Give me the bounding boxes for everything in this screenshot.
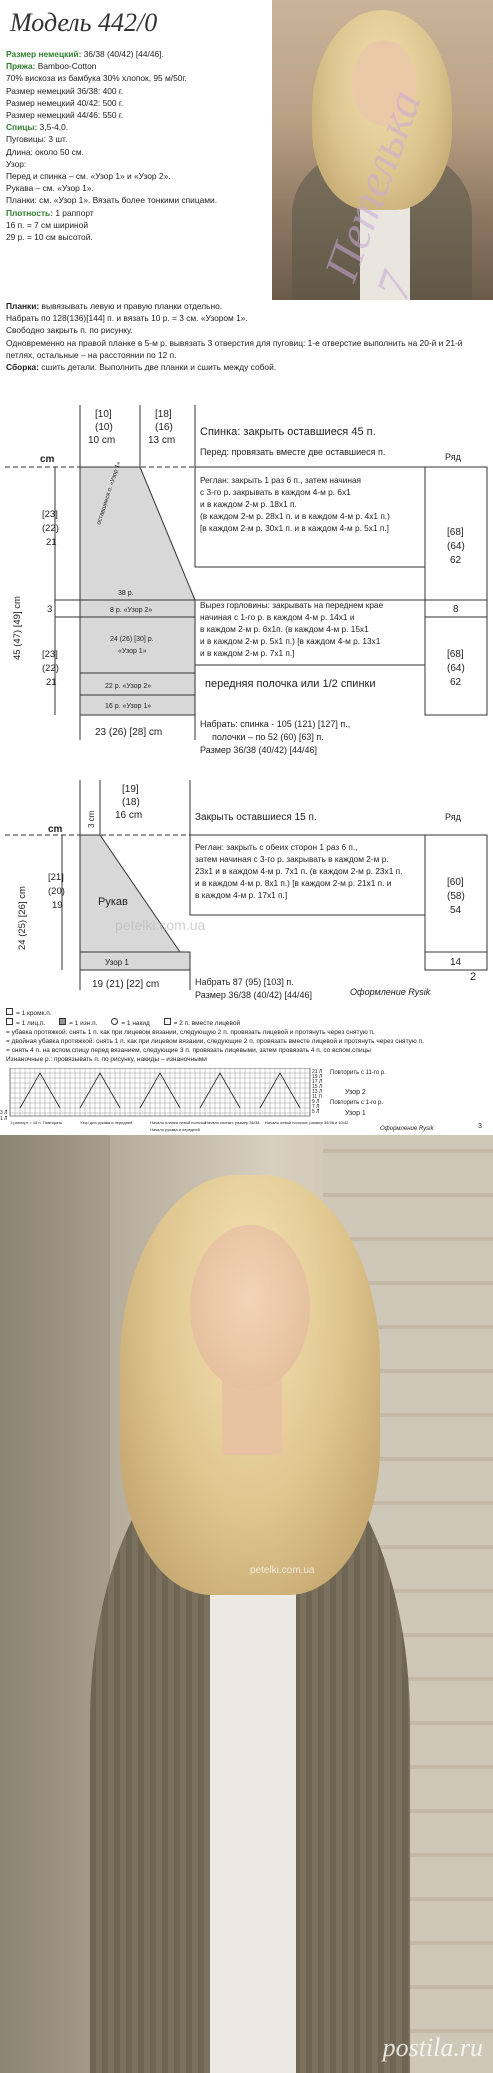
note-2: Узор для рукава и передней — [80, 1120, 133, 1125]
sleeve-raglan-2: затем начиная с 3-го р. закрывать в каждом 2-м р. — [195, 854, 389, 864]
neck-2: начиная с 1-го р. в каждом 4-м р. 14х1 и — [200, 612, 355, 622]
row-1: 1 Л — [0, 1116, 8, 1122]
legend-purl-rows: Изнаночные р.: провязывать п. по рисунку, накиды – изнаночными — [6, 1056, 207, 1063]
neck-1: Вырез горловины: закрывать на переднем крае — [200, 600, 384, 610]
row-5: 5 Л — [312, 1109, 320, 1115]
raglan-3: и в каждом 2-м р. 18х1 п. — [200, 499, 297, 509]
cast-on-1: Набрать: спинка - 105 (121) [127] п., — [200, 719, 351, 729]
left-size-top-3: 21 — [46, 537, 57, 548]
row-11: 11 Л — [312, 1094, 322, 1100]
legend — [6, 1008, 486, 1064]
left-size-bot-3: 21 — [46, 677, 57, 688]
spec-bands: Планки: см. «Узор 1». Вязать более тонкими спицами. — [6, 195, 218, 206]
sleeve-bottom-width: 19 (21) [22] cm — [92, 979, 160, 990]
legend-sk2: = двойная убавка протяжкой: снять 1 п. как при лицевом вязании, следующие 2 п. провязать вместе лицевой и протянуть через снятую п. — [6, 1038, 424, 1045]
inner-22: 22 р. «Узор 2» — [105, 683, 152, 690]
cm-label: cm — [40, 454, 55, 465]
neck-4: и в каждом 2-м р. 5х1 п.) [в каждом 4-м р. 13х1 — [200, 636, 381, 646]
back-note: Спинка: закрыть оставшиеся 45 п. — [200, 426, 376, 438]
inner-tri: оставшиеся п. «Узор 1» — [96, 460, 123, 526]
spec-density: Плотность: 1 раппорт — [6, 207, 94, 218]
sleeve-bind-note: Закрыть оставшиеся 15 п. — [195, 812, 317, 823]
inner-16: 16 р. «Узор 1» — [105, 703, 152, 710]
spec-pattern: Узор: — [6, 158, 27, 169]
legend-credit: Оформление Rysik — [380, 1126, 434, 1132]
left-size-top-2: (22) — [42, 523, 59, 534]
sleeve-rows-bottom: 14 — [450, 957, 462, 968]
spec-front-back: Перед и спинка – см. «Узор 1» и «Узор 2». — [6, 171, 171, 182]
row-3: 3 Л — [0, 1110, 8, 1116]
spec-block — [6, 48, 268, 243]
yarn-over-icon — [111, 1018, 118, 1025]
note-3: Начало планки левой полочки — [150, 1120, 207, 1125]
legend-row-2: = 1 лиц.п. = 1 изн.п. = 1 накид = 2 п. вместе лицевой — [6, 1018, 486, 1028]
spec-block-wide — [6, 300, 486, 373]
top-width-a3: 10 cm — [88, 435, 116, 446]
size-line: Размер 36/38 (40/42) [44/46] — [200, 745, 317, 755]
sleeve-pattern: Узор 1 — [105, 958, 129, 967]
purl-icon — [59, 1018, 66, 1025]
rows-top-3: 62 — [450, 555, 462, 566]
neck-5: и в каждом 2-м р. 7х1 п.] — [200, 648, 295, 658]
top-width-b2: (16) — [155, 422, 173, 433]
row-15: 15 Л — [312, 1084, 323, 1090]
sleeve-left-1: [21] — [48, 872, 64, 883]
k2tog-icon — [164, 1018, 171, 1025]
sleeve-raglan-5: в каждом 4-м р. 17х1 п.] — [195, 890, 288, 900]
bottom-width: 23 (26) [28] cm — [95, 727, 163, 738]
spec-needles: Спицы: 3,5-4,0. — [6, 122, 69, 133]
site-watermark: petelki.com.ua — [250, 1565, 315, 1576]
sleeve-page-num: 2 — [470, 971, 477, 983]
left-size-bot-2: (22) — [42, 663, 59, 674]
inner-u1: «Узор 1» — [118, 648, 147, 655]
left-mid: 3 — [47, 604, 53, 615]
sleeve-raglan-3: 23х1 и в каждом 4-м р. 7х1 п. (в каждом 2-м р. 23х1 п. — [195, 866, 403, 876]
rows-top-2: (64) — [447, 541, 465, 552]
note-4: Начало спинки: размер 36/38 — [205, 1120, 260, 1125]
front-note: Перед: провязать вместе две оставшиеся п. — [200, 447, 386, 457]
top-width-b3: 13 cm — [148, 435, 176, 446]
sleeve-cm: cm — [48, 824, 63, 835]
spec-length: Длина: около 50 см. — [6, 146, 84, 157]
sleeve-left-2: (20) — [48, 886, 65, 897]
face — [190, 1225, 310, 1390]
row-21: 21 Л — [312, 1069, 323, 1075]
left-size-bot-1: [23] — [42, 649, 58, 660]
spec-buttonholes: Одновременно на правой планке в 5-м р. вывязать 3 отверстия для пуговиц: 1-е отверстие выполнить на 20-й и 21-й петлях, остальные – на расстоянии по 12 п. — [6, 337, 463, 360]
sleeve-diagram — [0, 780, 493, 1005]
repeat-from-11: Повторить с 11-го р. — [330, 1070, 386, 1076]
raglan-2: с 3-го р. закрывать в каждом 4-м р. 6х1 — [200, 487, 351, 497]
row-13: 13 Л — [312, 1089, 323, 1095]
site-watermark-1: petelki.com.ua — [115, 917, 206, 933]
model-photo-large — [0, 1135, 493, 2073]
inner-38: 38 р. — [118, 590, 134, 597]
note-1: 1 раппорт = 16 п. Повторять — [10, 1120, 63, 1125]
sleeve-total-height: 24 (25) [26] cm — [17, 886, 28, 950]
sleeve-label: Рукав — [98, 896, 128, 908]
sleeve-rows-2: (58) — [447, 891, 465, 902]
uzor-1-label: Узор 1 — [345, 1110, 366, 1117]
knit-icon — [6, 1018, 13, 1025]
row-9: 9 Л — [312, 1099, 320, 1105]
sleeve-raglan-1: Реглан: закрыть с обеих сторон 1 раз 6 п., — [195, 842, 358, 852]
row-7: 7 Л — [312, 1104, 320, 1110]
body-diagram — [0, 405, 493, 770]
raglan-4: (в каждом 2-м р. 28х1 п. и в каждом 4-м р. 4х1 п.) — [200, 511, 390, 521]
spec-cast-on: Набрать по 128(136)[144] п. и вязать 10 р. = 3 см. «Узором 1». — [6, 313, 248, 324]
spec-composition: 70% вискоза из бамбука 30% хлопок, 95 м/50г. — [6, 73, 187, 84]
legend-row-1: = 1 кромк.п. — [6, 1008, 486, 1018]
spec-bands2: Планки: вывязывать левую и правую планки отдельно. — [6, 301, 223, 311]
edge-stitch-icon — [6, 1008, 13, 1015]
spec-qty2: Размер немецкий 40/42: 500 г. — [6, 97, 124, 108]
front-label: передняя полочка или 1/2 спинки — [205, 678, 376, 690]
rows-bot-3: 62 — [450, 677, 462, 688]
spec-buttons: Пуговицы: 3 шт. — [6, 134, 68, 145]
total-height: 45 (47) [49] cm — [12, 596, 23, 660]
legend-sk1: = убавка протяжкой: снять 1 п. как при лицевом вязании, следующую 2 п. провязать лицевой и протянуть через снятую п. — [6, 1029, 375, 1036]
row-header: Ряд — [445, 452, 461, 462]
spec-yarn: Пряжа: Bamboo-Cotton — [6, 61, 97, 72]
raglan-1: Реглан: закрыть 1 раз 6 п., затем начиная — [200, 475, 362, 485]
top-width-a1: [10] — [95, 409, 112, 420]
page-title: Модель 442/0 — [10, 8, 158, 37]
sleeve-left-3: 19 — [52, 900, 63, 911]
row-19: 19 Л — [312, 1074, 323, 1080]
row-17: 17 Л — [312, 1079, 323, 1085]
note-5: Начало левой полочки: размер 36/38 и 40/42 — [265, 1120, 349, 1125]
sleeve-rows-1: [60] — [447, 877, 464, 888]
sleeve-top-3: 16 cm — [115, 810, 143, 821]
inner-24: 24 (26) [30] р. — [110, 636, 154, 643]
sleeve-top-1: [19] — [122, 784, 139, 795]
sleeve-size-line: Размер 36/38 (40/42) [44/46] — [195, 990, 312, 1000]
spec-assembly: Сборка: сшить детали. Выполнить две планки и сшить между собой. — [6, 362, 277, 373]
spec-bind-off: Свободно закрыть п. по рисунку. — [6, 325, 133, 336]
spec-density1: 16 п. = 7 см шириной — [6, 219, 88, 230]
sleeve-cast-on: Набрать 87 (95) [103] п. — [195, 977, 294, 987]
rows-mid: 8 — [453, 604, 459, 615]
postila-watermark: postila.ru — [382, 2033, 483, 2062]
note-6: Начало рукава и передней — [150, 1127, 200, 1132]
rows-top-1: [68] — [447, 527, 464, 538]
top-width-b1: [18] — [155, 409, 172, 420]
sleeve-row-header: Ряд — [445, 812, 461, 822]
knitting-chart — [0, 1068, 493, 1135]
cast-on-2: полочки – по 52 (60) [63] п. — [212, 732, 324, 742]
watermark: Петелька 7 — [314, 83, 433, 307]
sleeve-raglan-4: и в каждом 4-м р. 8х1 п.) [в каждом 2-м р. 21х1 п. и — [195, 878, 392, 888]
uzor-2-label: Узор 2 — [345, 1089, 366, 1096]
rows-bot-2: (64) — [447, 663, 465, 674]
rows-bot-1: [68] — [447, 649, 464, 660]
repeat-first: Повторить с 1-го р. — [330, 1100, 384, 1106]
spec-sleeves: Рукава – см. «Узор 1». — [6, 183, 94, 194]
top-width-a2: (10) — [95, 422, 113, 433]
legend-page-num: 3 — [478, 1123, 482, 1130]
sleeve-credit: Оформление Rysik — [350, 987, 431, 997]
sleeve-side-small: 3 cm — [87, 810, 96, 828]
sleeve-rows-3: 54 — [450, 905, 462, 916]
sleeve-top-2: (18) — [122, 797, 140, 808]
left-size-top-1: [23] — [42, 509, 58, 520]
legend-sk3: = снять 4 п. на вспом.спицу перед вязанием, следующие 3 п. провязать лицевыми, затем провязать 4 п. со вспом.спицы — [6, 1047, 371, 1054]
inner-8: 8 р. «Узор 2» — [110, 607, 153, 614]
spec-qty3: Размер немецкий 44/46: 550 г. — [6, 110, 124, 121]
spec-density2: 29 р. = 10 см высотой. — [6, 232, 93, 243]
spec-qty1: Размер немецкий 36/38: 400 г. — [6, 85, 124, 96]
neck-3: в каждом 2-м р. 6х1п. (в каждом 4-м р. 15х1 — [200, 624, 369, 634]
spec-size: Размер немецкий: 36/38 (40/42) [44/46]. — [6, 49, 164, 59]
raglan-5: [в каждом 2-м р. 30х1 п. и в каждом 4-м р. 5х1 п.] — [200, 523, 389, 533]
